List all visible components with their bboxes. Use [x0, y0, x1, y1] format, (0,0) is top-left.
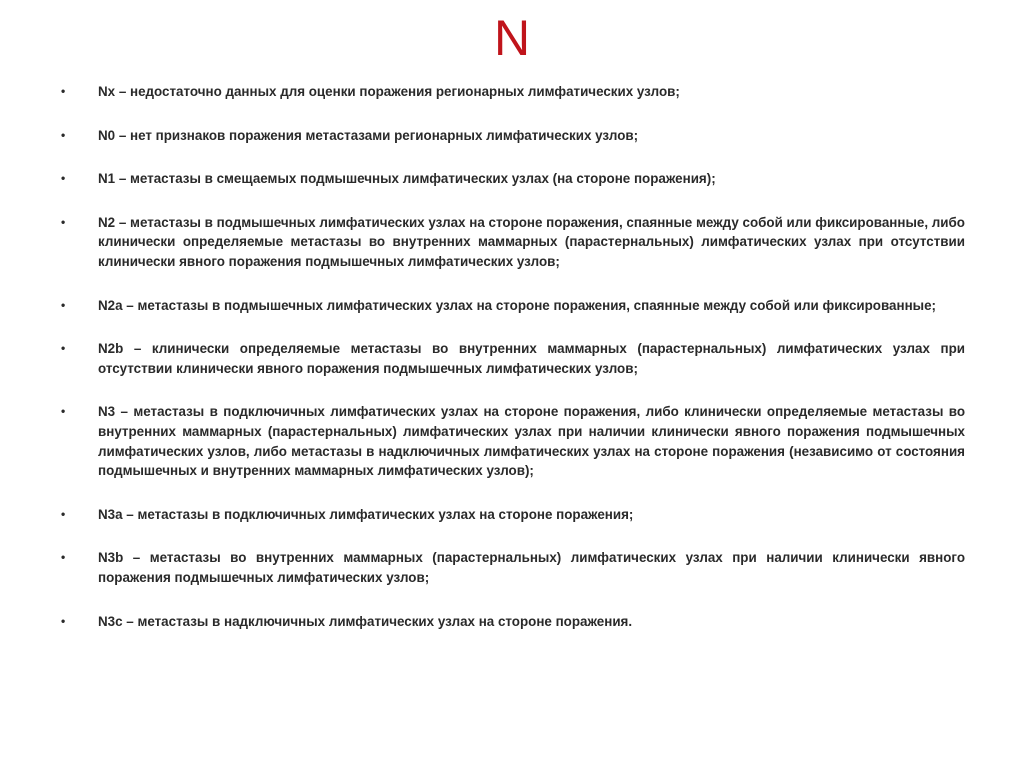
bullet-icon: • [61, 214, 66, 229]
list-item-n2a [61, 296, 965, 316]
list-item-n0 [61, 126, 965, 146]
list-item-nx [61, 82, 965, 102]
bullet-icon: • [61, 404, 66, 419]
list-item-text: Nx – недостаточно данных для оценки поражения регионарных лимфатических узлов; [98, 84, 680, 99]
list-item-n2b [61, 339, 965, 378]
bullet-icon: • [61, 127, 66, 142]
bullet-icon: • [61, 341, 66, 356]
list-item-text: N1 – метастазы в смещаемых подмышечных лимфатических узлах (на стороне поражения); [98, 171, 716, 187]
list-item-n3c [61, 612, 965, 632]
list-item-n2 [61, 213, 965, 272]
bullet-icon: • [61, 506, 66, 521]
bullet-icon: • [61, 84, 66, 98]
list-item-text: N2 – метастазы в подмышечных лимфатических узлах на стороне поражения, спаянные между собой или фиксированные, либо клинически определяемые метастазы во внутренних маммарных (парастернальных) лимфатических узлах при отсутствии клинически явного поражения подмышечных лимфатических узлов; [98, 214, 965, 269]
list-item-text: N0 – нет признаков поражения метастазами регионарных лимфатических узлов; [98, 127, 639, 143]
list-item-n1 [61, 169, 965, 189]
list-item-text: N3a – метастазы в подключичных лимфатических узлах на стороне поражения; [98, 506, 634, 522]
list-item-text: N3b – метастазы во внутренних маммарных (парастернальных) лимфатических узлах при наличии клинически явного поражения подмышечных лимфатических узлов; [98, 550, 965, 585]
bullet-icon: • [61, 297, 66, 312]
list-item-text: N3c – метастазы в надключичных лимфатических узлах на стороне поражения. [98, 613, 633, 629]
list-item-text: N3 – метастазы в подключичных лимфатических узлах на стороне поражения, либо клинически определяемые метастазы во внутренних маммарных (парастернальных) лимфатических узлах при наличии клинически явного поражения подмышечных лимфатических узлов, либо метастазы в надключичных лимфатических узлах на стороне поражения (независимо от состояния подмышечных и внутренних маммарных лимфатических узлов); [98, 404, 965, 479]
list-item-n3a [61, 505, 965, 525]
classification-list [61, 82, 965, 631]
list-item-text: N2b – клинически определяемые метастазы во внутренних маммарных (парастернальных) лимфатических узлах при отсутствии клинически явного поражения подмышечных лимфатических узлов; [98, 341, 965, 376]
list-item-n3 [61, 402, 965, 480]
list-item-text: N2a – метастазы в подмышечных лимфатических узлах на стороне поражения, спаянные между собой или фиксированные; [98, 297, 937, 313]
bullet-icon: • [61, 171, 66, 186]
slide-title: N [493, 10, 531, 66]
bullet-icon: • [61, 613, 66, 628]
bullet-icon: • [61, 550, 66, 565]
list-item-n3b [61, 548, 965, 587]
